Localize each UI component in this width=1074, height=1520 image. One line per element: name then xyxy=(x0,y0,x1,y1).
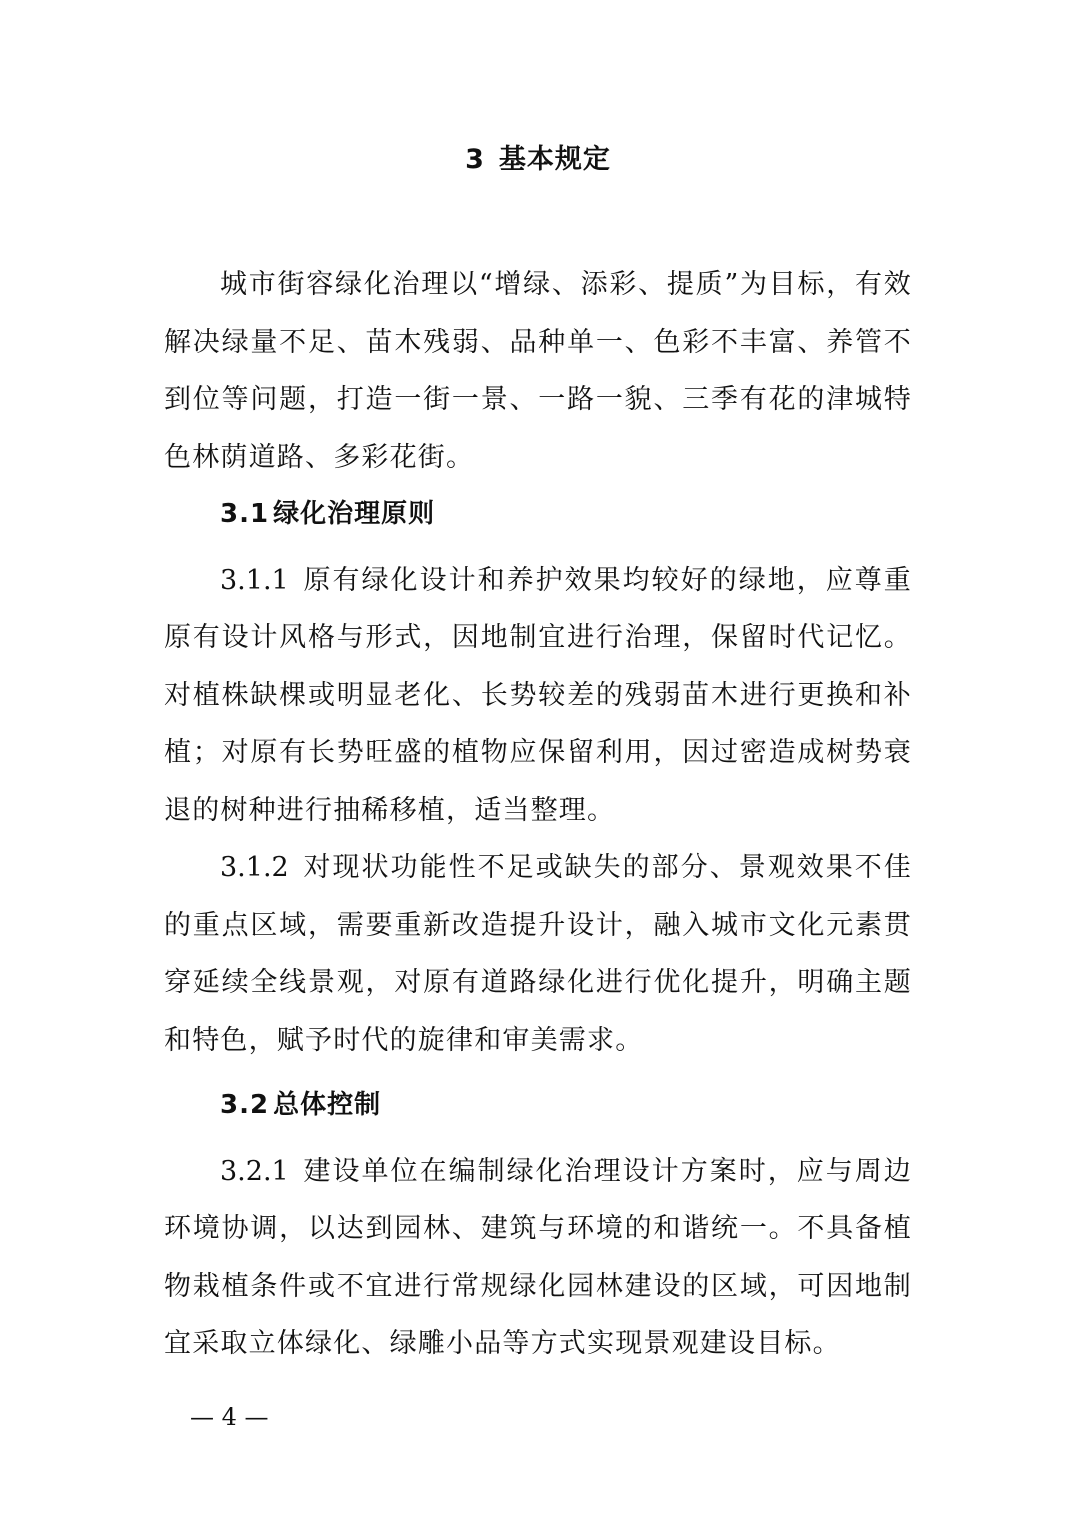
section-title: 总体控制 xyxy=(273,1090,382,1120)
section-title: 绿化治理原则 xyxy=(273,499,436,529)
clause-3-2-1 xyxy=(164,1143,912,1373)
clause-text: 对现状功能性不足或缺失的部分、景观效果不佳的重点区域，需要重新改造提升设计，融入城市文化元素贯穿延续全线景观，对原有道路绿化进行优化提升，明确主题和特色，赋予时代的旋律和审美需求。 xyxy=(164,852,912,1056)
chapter-number: 3 xyxy=(465,144,485,175)
chapter-title xyxy=(164,140,912,180)
page-content xyxy=(164,140,912,1373)
section-heading-3-2 xyxy=(164,1077,912,1135)
clause-text: 原有绿化设计和养护效果均较好的绿地，应尊重原有设计风格与形式，因地制宜进行治理，保留时代记忆。对植株缺棵或明显老化、长势较差的残弱苗木进行更换和补植；对原有长势旺盛的植物应保留利用，因过密造成树势衰退的树种进行抽稀移植，适当整理。 xyxy=(164,564,912,826)
clause-3-1-1 xyxy=(164,552,912,840)
clause-3-1-2 xyxy=(164,839,912,1069)
clause-number: 3.1.2 xyxy=(220,852,289,883)
page-number: — 4 — xyxy=(190,1403,269,1431)
section-number: 3.1 xyxy=(220,499,270,529)
chapter-title-text: 基本规定 xyxy=(498,144,611,175)
clause-text: 建设单位在编制绿化治理设计方案时，应与周边环境协调，以达到园林、建筑与环境的和谐统一。不具备植物栽植条件或不宜进行常规绿化园林建设的区域，可因地制宜采取立体绿化、绿雕小品等方式实现景观建设目标。 xyxy=(164,1155,912,1359)
section-number: 3.2 xyxy=(220,1090,270,1120)
clause-number: 3.2.1 xyxy=(220,1155,289,1187)
section-heading-3-1 xyxy=(164,486,912,544)
clause-number: 3.1.1 xyxy=(220,564,289,596)
intro-paragraph: 城市街容绿化治理以“增绿、添彩、提质”为目标，有效解决绿量不足、苗木残弱、品种单一、色彩不丰富、养管不到位等问题，打造一街一景、一路一貌、三季有花的津城特色林荫道路、多彩花街。 xyxy=(164,269,912,473)
